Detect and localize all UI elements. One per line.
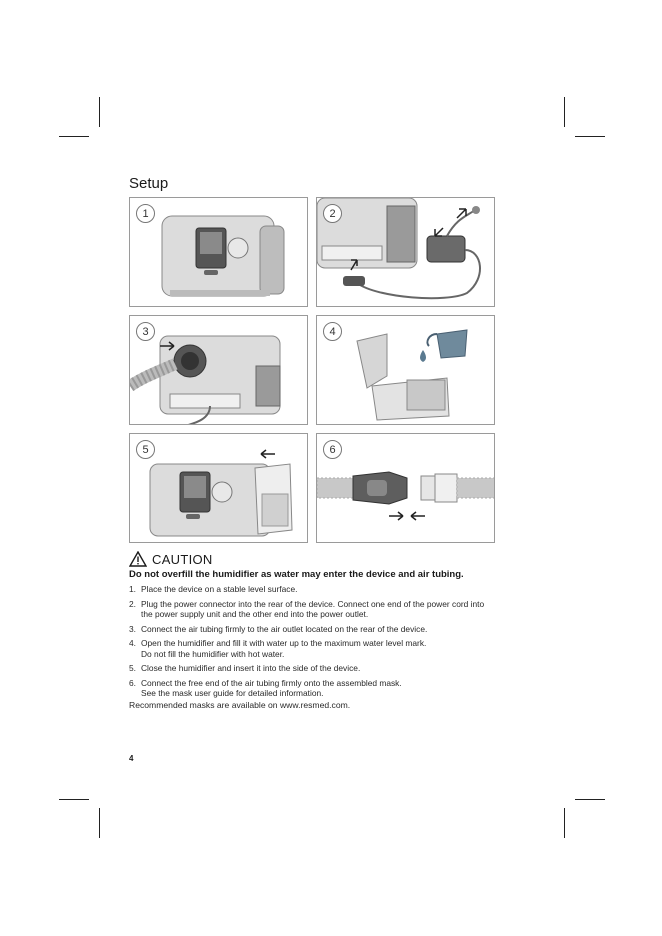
list-item <box>129 599 529 620</box>
crop-mark <box>99 808 100 838</box>
step-text: Close the humidifier and insert it into the side of the device. <box>141 663 361 673</box>
step-index: 2. <box>129 598 136 609</box>
mask-tubing-icon <box>317 434 495 543</box>
step-text: Connect the air tubing firmly to the air outlet located on the rear of the device. <box>141 623 428 634</box>
step-text: Open the humidifier and fill it with water up to the maximum water level mark. <box>141 638 427 648</box>
tubing-connect-icon <box>130 316 308 425</box>
caution-heading <box>129 551 213 567</box>
step-index: 5. <box>129 663 136 673</box>
caution-text: Do not overfill the humidifier as water may enter the device and air tubing. <box>129 569 464 580</box>
page-number: 4 <box>129 754 134 763</box>
list-item <box>129 584 529 595</box>
step-index: 3. <box>129 623 136 634</box>
step-number-badge: 1 <box>136 204 155 223</box>
step-text: See the mask user guide for detailed information. <box>141 688 324 698</box>
step-number-badge: 3 <box>136 322 155 341</box>
crop-mark <box>564 97 565 127</box>
step-text: Plug the power connector into the rear of the device. Connect one end of the power cord into <box>141 598 485 609</box>
step-text: Place the device on a stable level surface. <box>141 584 298 594</box>
device-front-icon <box>130 198 308 307</box>
setup-panel-4 <box>316 315 495 425</box>
list-item <box>129 624 529 635</box>
step-text: the power supply unit and the other end into the power outlet. <box>141 609 369 619</box>
step-index: 6. <box>129 677 136 688</box>
step-number-badge: 6 <box>323 440 342 459</box>
setup-panel-2 <box>316 197 495 307</box>
step-number-badge: 5 <box>136 440 155 459</box>
setup-steps-list <box>129 584 529 703</box>
crop-mark <box>575 136 605 137</box>
step-text: Do not fill the humidifier with hot water. <box>141 648 285 659</box>
step-number-badge: 2 <box>323 204 342 223</box>
list-item <box>129 678 529 699</box>
warning-triangle-icon <box>129 551 147 567</box>
setup-panel-1 <box>129 197 308 307</box>
list-item <box>129 663 529 674</box>
crop-mark <box>564 808 565 838</box>
setup-panel-3 <box>129 315 308 425</box>
power-supply-icon <box>317 198 495 307</box>
crop-mark <box>59 799 89 800</box>
crop-mark <box>575 799 605 800</box>
caution-label: CAUTION <box>152 551 213 567</box>
humidifier-fill-icon <box>317 316 495 425</box>
step-number-badge: 4 <box>323 322 342 341</box>
setup-panel-6 <box>316 433 495 543</box>
crop-mark <box>99 97 100 127</box>
crop-mark <box>59 136 89 137</box>
page-title: Setup <box>129 175 169 192</box>
list-item <box>129 638 529 659</box>
masks-info-text: Recommended masks are available on www.resmed.com. <box>129 700 351 710</box>
step-text: Connect the free end of the air tubing firmly onto the assembled mask. <box>141 677 402 688</box>
humidifier-insert-icon <box>130 434 308 543</box>
step-index: 4. <box>129 638 136 648</box>
step-index: 1. <box>129 584 136 594</box>
setup-panel-5 <box>129 433 308 543</box>
